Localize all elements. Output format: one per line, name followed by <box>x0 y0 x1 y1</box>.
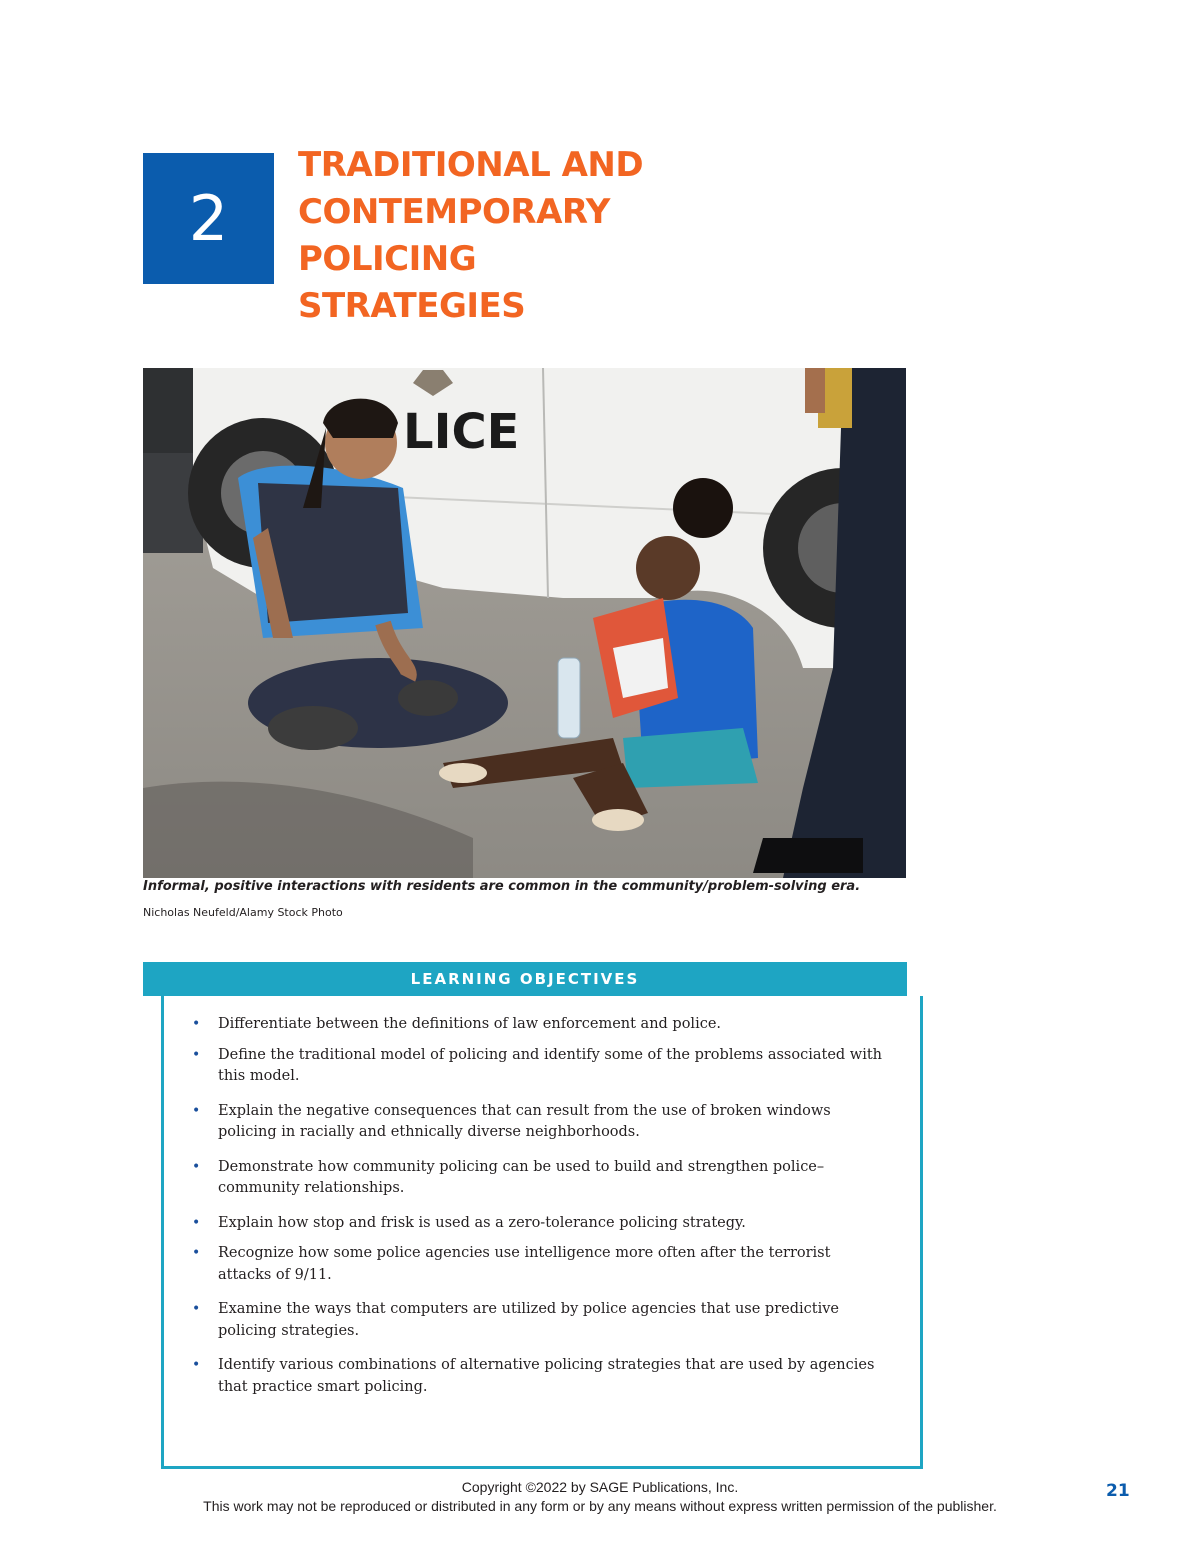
police-officer-and-child-illustration <box>143 368 906 878</box>
objective-item <box>192 1157 882 1200</box>
objective-text: Identify various combinations of alternative policing strategies that are used by agencies that practice smart policing. <box>218 1357 875 1395</box>
objective-text: Differentiate between the definitions of law enforcement and police. <box>218 1016 722 1032</box>
chapter-number: 2 <box>188 182 229 255</box>
objective-text: Recognize how some police agencies use intelligence more often after the terrorist attacks of 9/11. <box>218 1245 831 1283</box>
bullet-icon: • <box>192 1158 201 1175</box>
bullet-icon: • <box>192 1102 201 1119</box>
objective-text: Demonstrate how community policing can be used to build and strengthen police– community relationships. <box>218 1158 825 1196</box>
permission-notice: This work may not be reproduced or distributed in any form or by any means without express written permission of the publisher. <box>203 1498 997 1514</box>
chapter-title-line: TRADITIONAL AND <box>298 145 644 185</box>
learning-objectives-heading-text: LEARNING OBJECTIVES <box>410 970 640 988</box>
bullet-icon: • <box>192 1016 201 1032</box>
learning-objectives-heading <box>143 962 907 996</box>
objective-text: Define the traditional model of policing and identify some of the problems associated with this model. <box>218 1046 883 1084</box>
learning-objectives-list <box>192 1014 882 1398</box>
objective-text: Explain the negative consequences that can result from the use of broken windows policing in racially and ethnically diverse neighborhoods. <box>218 1102 831 1140</box>
objective-item <box>192 1014 882 1036</box>
page-footer <box>0 1478 1200 1516</box>
bullet-icon: • <box>192 1357 201 1373</box>
objective-item <box>192 1243 882 1286</box>
bullet-icon: • <box>192 1301 201 1317</box>
chapter-title <box>298 142 643 330</box>
copyright-line: Copyright ©2022 by SAGE Publications, Inc. <box>461 1479 739 1495</box>
chapter-number-box <box>143 153 274 284</box>
chapter-title-line: CONTEMPORARY <box>298 192 610 232</box>
photo-credit: Nicholas Neufeld/Alamy Stock Photo <box>143 906 343 919</box>
learning-objectives-box <box>161 996 923 1469</box>
objective-item <box>192 1299 882 1342</box>
objective-item <box>192 1101 882 1144</box>
objective-item <box>192 1355 882 1398</box>
objective-item <box>192 1045 882 1088</box>
car-lettering: LICE <box>403 404 520 460</box>
chapter-title-line: POLICING <box>298 239 477 279</box>
photo-caption: Informal, positive interactions with residents are common in the community/problem-solving era. <box>143 879 861 894</box>
objective-text: Examine the ways that computers are utilized by police agencies that use predictive policing strategies. <box>218 1301 839 1339</box>
objective-item <box>192 1213 882 1235</box>
chapter-opening-photo <box>143 368 906 878</box>
objective-text: Explain how stop and frisk is used as a zero-tolerance policing strategy. <box>218 1214 746 1231</box>
bullet-icon: • <box>192 1245 201 1261</box>
page-number: 21 <box>1106 1481 1130 1501</box>
chapter-title-line: STRATEGIES <box>298 286 526 326</box>
bullet-icon: • <box>192 1214 201 1231</box>
bullet-icon: • <box>192 1046 201 1063</box>
